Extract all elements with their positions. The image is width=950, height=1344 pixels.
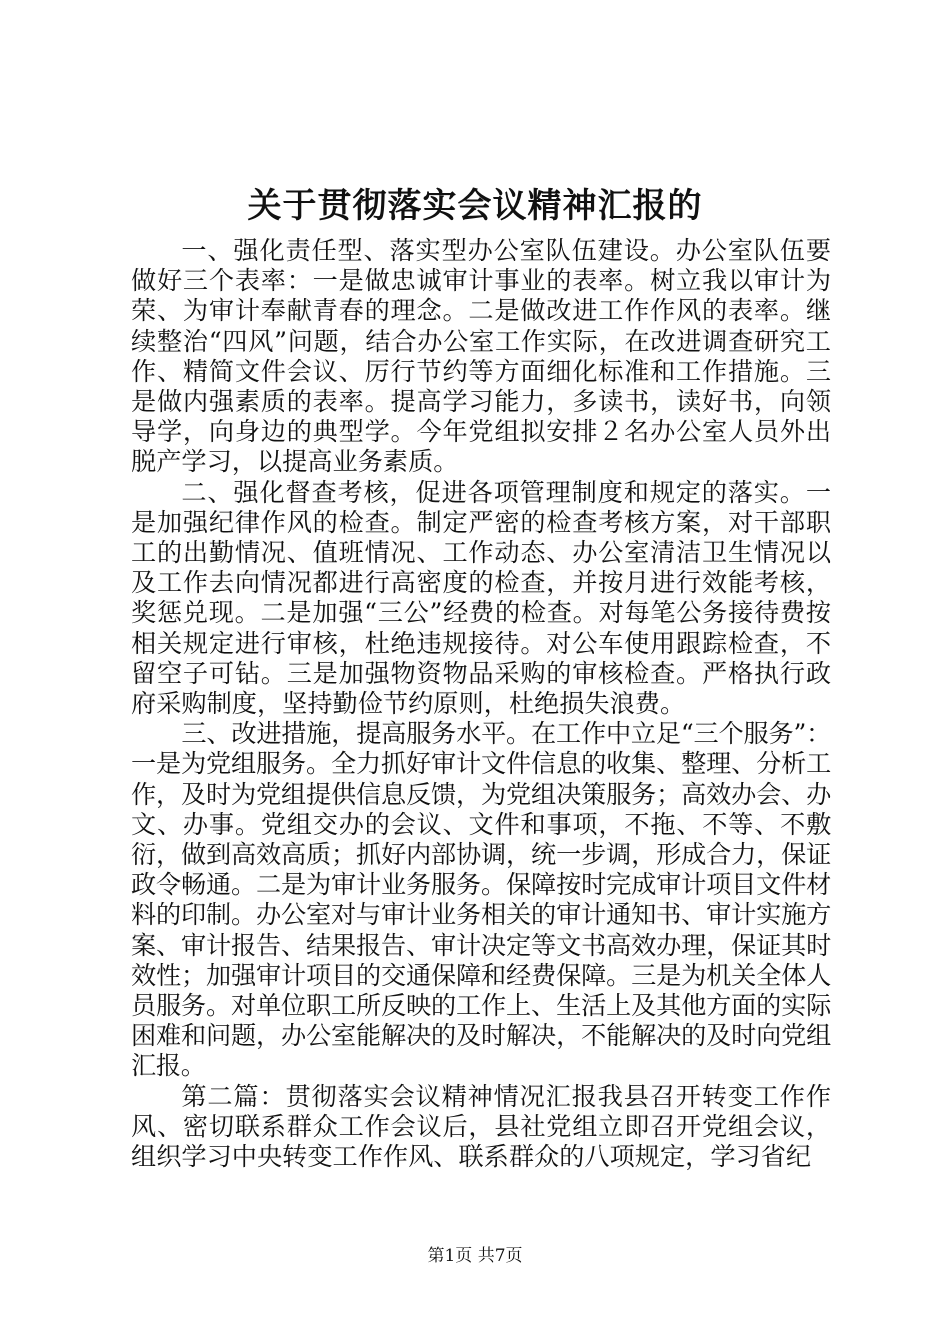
paragraph-1: 一、强化责任型、落实型办公室队伍建设。办公室队伍要做好三个表率：一是做忠诚审计事业的表率。树立我以审计为荣、为审计奉献青春的理念。二是做改进工作作风的表率。继续整治“四风”问题，结合办公室工作实际，在改进调查研究工作、精简文件会议、厉行节约等方面细化标准和工作措施。三是做内强素质的表率。提高学习能力，多读书，读好书，向领导学，向身边的典型学。今年党组拟安排２名办公室人员外出脱产学习，以提高业务素质。: [131, 236, 831, 477]
paragraph-2: 二、强化督查考核，促进各项管理制度和规定的落实。一是加强纪律作风的检查。制定严密的检查考核方案，对干部职工的出勤情况、值班情况、工作动态、办公室清洁卫生情况以及工作去向情况都进行高密度的检查，并按月进行效能考核，奖惩兑现。二是加强“三公”经费的检查。对每笔公务接待费按相关规定进行审核，杜绝违规接待。对公车使用跟踪检查，不留空子可钻。三是加强物资物品采购的审核检查。严格执行政府采购制度，坚持勤俭节约原则，杜绝损失浪费。: [131, 477, 831, 719]
document-body: [131, 236, 831, 1172]
document-title: 关于贯彻落实会议精神汇报的: [247, 186, 703, 226]
paragraph-3: 三、改进措施，提高服务水平。在工作中立足“三个服务”：一是为党组服务。全力抓好审计文件信息的收集、整理、分析工作，及时为党组提供信息反馈，为党组决策服务；高效办会、办文、办事。党组交办的会议、文件和事项，不拖、不等、不敷衍，做到高效高质；抓好内部协调，统一步调，形成合力，保证政令畅通。二是为审计业务服务。保障按时完成审计项目文件材料的印制。办公室对与审计业务相关的审计通知书、审计实施方案、审计报告、结果报告、审计决定等文书高效办理，保证其时效性；加强审计项目的交通保障和经费保障。三是为机关全体人员服务。对单位职工所反映的工作上、生活上及其他方面的实际困难和问题，办公室能解决的及时解决，不能解决的及时向党组汇报。: [131, 719, 831, 1081]
page-footer: 第1页 共7页: [427, 1246, 523, 1266]
paragraph-4: 第二篇：贯彻落实会议精神情况汇报我县召开转变工作作风、密切联系群众工作会议后，县社党组立即召开党组会议，组织学习中央转变工作作风、联系群众的八项规定，学习省纪: [131, 1081, 831, 1172]
